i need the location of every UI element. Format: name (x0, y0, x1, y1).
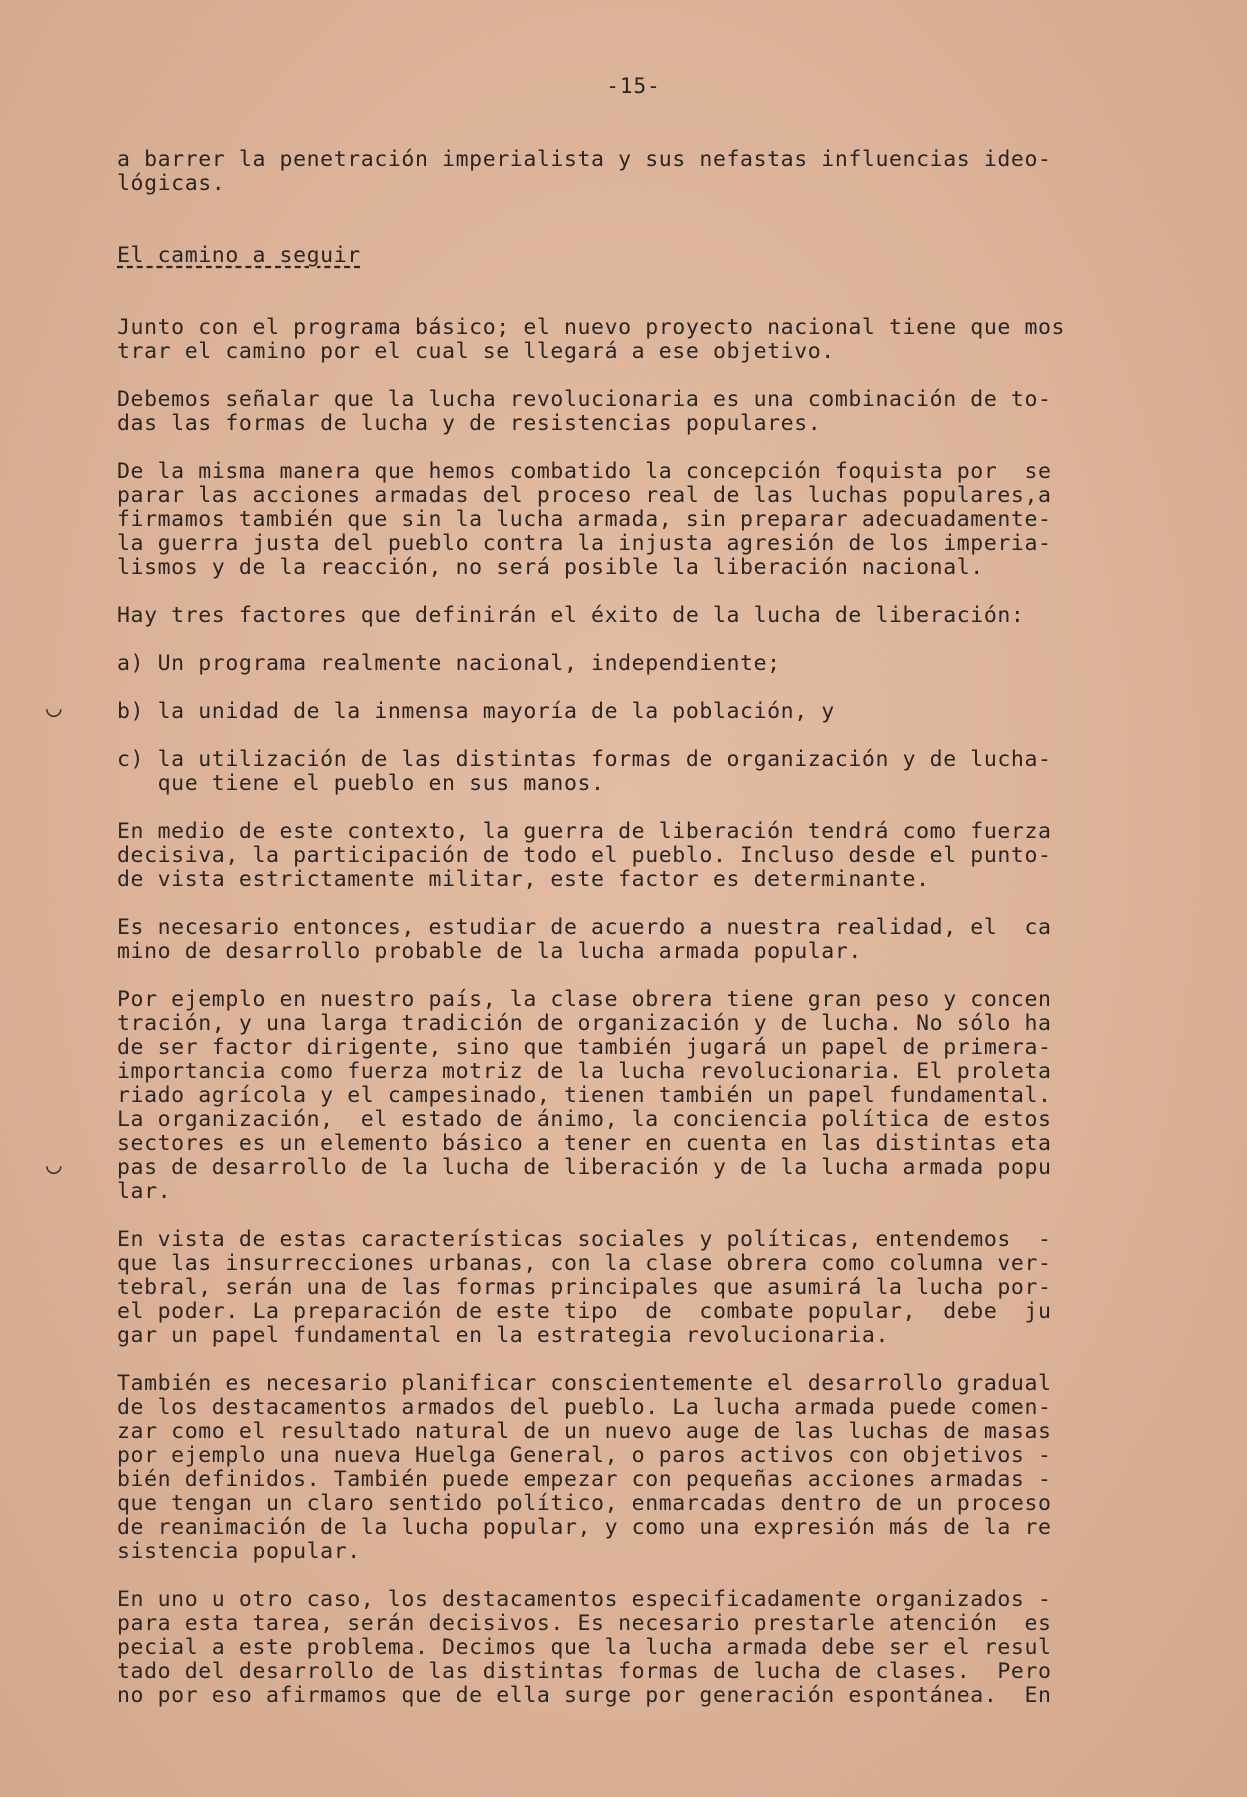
text-line: Debemos señalar que la lucha revolucionaria es una combinación de to- (117, 387, 1052, 412)
text-line: mino de desarrollo probable de la lucha armada popular. (117, 939, 862, 964)
paragraph (117, 316, 1137, 364)
paragraph (117, 148, 1137, 196)
text-line: sistencia popular. (117, 1539, 361, 1564)
text-line: lismos y de la reacción, no será posible la liberación nacional. (117, 555, 984, 580)
text-line: trar el camino por el cual se llegará a ese objetivo. (117, 339, 835, 364)
paragraph (117, 1588, 1137, 1708)
text-line: Por ejemplo en nuestro país, la clase obrera tiene gran peso y concen (117, 987, 1052, 1012)
document-body (117, 148, 1137, 1708)
text-line: el poder. La preparación de este tipo de combate popular, debe ju (117, 1299, 1052, 1324)
text-line: que tiene el pueblo en sus manos. (117, 771, 605, 796)
paragraph (117, 652, 1137, 676)
paragraph (117, 1372, 1137, 1564)
text-line: parar las acciones armadas del proceso real de las luchas populares,a (117, 483, 1052, 508)
text-line: decisiva, la participación de todo el pueblo. Incluso desde el punto- (117, 843, 1052, 868)
text-line: firmamos también que sin la lucha armada, sin preparar adecuadamente- (117, 507, 1052, 532)
text-line: gar un papel fundamental en la estrategia revolucionaria. (117, 1323, 890, 1348)
text-line: De la misma manera que hemos combatido la concepción foquista por se (117, 459, 1052, 484)
text-line: pecial a este problema. Decimos que la lucha armada debe ser el resul (117, 1635, 1052, 1660)
paragraph (117, 748, 1137, 796)
text-line: tebral, serán una de las formas principales que asumirá la lucha por- (117, 1275, 1052, 1300)
text-line: para esta tarea, serán decisivos. Es necesario prestarle atención es (117, 1611, 1052, 1636)
text-line: sectores es un elemento básico a tener en cuenta en las distintas eta (117, 1131, 1052, 1156)
text-line: que tengan un claro sentido político, enmarcadas dentro de un proceso (117, 1491, 1052, 1516)
text-line: Hay tres factores que definirán el éxito de la lucha de liberación: (117, 603, 1025, 628)
text-line: riado agrícola y el campesinado, tienen también un papel fundamental. (117, 1083, 1052, 1108)
hole-punch-mark-lower: ◡ (46, 1150, 62, 1180)
text-line: bién definidos. También puede empezar con pequeñas acciones armadas - (117, 1467, 1052, 1492)
text-line: a barrer la penetración imperialista y sus nefastas influencias ideo- (117, 147, 1052, 172)
text-line: pas de desarrollo de la lucha de liberación y de la lucha armada popu (117, 1155, 1052, 1180)
text-line: En uno u otro caso, los destacamentos especificadamente organizados - (117, 1587, 1052, 1612)
paragraph (117, 1228, 1137, 1348)
text-line: no por eso afirmamos que de ella surge por generación espontánea. En (117, 1683, 1052, 1708)
text-line: En vista de estas características sociales y políticas, entendemos - (117, 1227, 1052, 1252)
text-line: importancia como fuerza motriz de la lucha revolucionaria. El proleta (117, 1059, 1052, 1084)
paragraph (117, 388, 1137, 436)
text-line: lógicas. (117, 171, 226, 196)
paragraph (117, 820, 1137, 892)
text-line: El camino a seguir (117, 243, 361, 268)
text-line: de ser factor dirigente, sino que también jugará un papel de primera- (117, 1035, 1052, 1060)
paragraph (117, 604, 1137, 628)
text-line: a) Un programa realmente nacional, independiente; (117, 651, 781, 676)
text-line: tración, y una larga tradición de organización y de lucha. No sólo ha (117, 1011, 1052, 1036)
text-line: lar. (117, 1179, 172, 1204)
text-line: das las formas de lucha y de resistencias populares. (117, 411, 822, 436)
section-heading (117, 244, 1137, 268)
text-line: que las insurrecciones urbanas, con la clase obrera como columna ver- (117, 1251, 1052, 1276)
text-line: por ejemplo una nueva Huelga General, o paros activos con objetivos - (117, 1443, 1052, 1468)
page-number: -15- (606, 74, 661, 98)
text-line: zar como el resultado natural de un nuevo auge de las luchas de masas (117, 1419, 1052, 1444)
text-line: la guerra justa del pueblo contra la injusta agresión de los imperia- (117, 531, 1052, 556)
text-line: c) la utilización de las distintas formas de organización y de lucha- (117, 747, 1052, 772)
text-line: En medio de este contexto, la guerra de liberación tendrá como fuerza (117, 819, 1052, 844)
paragraph (117, 988, 1137, 1204)
text-line: tado del desarrollo de las distintas formas de lucha de clases. Pero (117, 1659, 1052, 1684)
text-line: de vista estrictamente militar, este factor es determinante. (117, 867, 930, 892)
text-line: b) la unidad de la inmensa mayoría de la población, y (117, 699, 835, 724)
paragraph (117, 916, 1137, 964)
text-line: La organización, el estado de ánimo, la conciencia política de estos (117, 1107, 1052, 1132)
paragraph (117, 700, 1137, 724)
text-line: de los destacamentos armados del pueblo. La lucha armada puede comen- (117, 1395, 1052, 1420)
paragraph (117, 460, 1137, 580)
text-line: Es necesario entonces, estudiar de acuerdo a nuestra realidad, el ca (117, 915, 1052, 940)
text-line: Junto con el programa básico; el nuevo proyecto nacional tiene que mos (117, 315, 1066, 340)
text-line: También es necesario planificar conscientemente el desarrollo gradual (117, 1371, 1052, 1396)
text-line: de reanimación de la lucha popular, y como una expresión más de la re (117, 1515, 1052, 1540)
hole-punch-mark-upper: ◡ (46, 693, 62, 723)
